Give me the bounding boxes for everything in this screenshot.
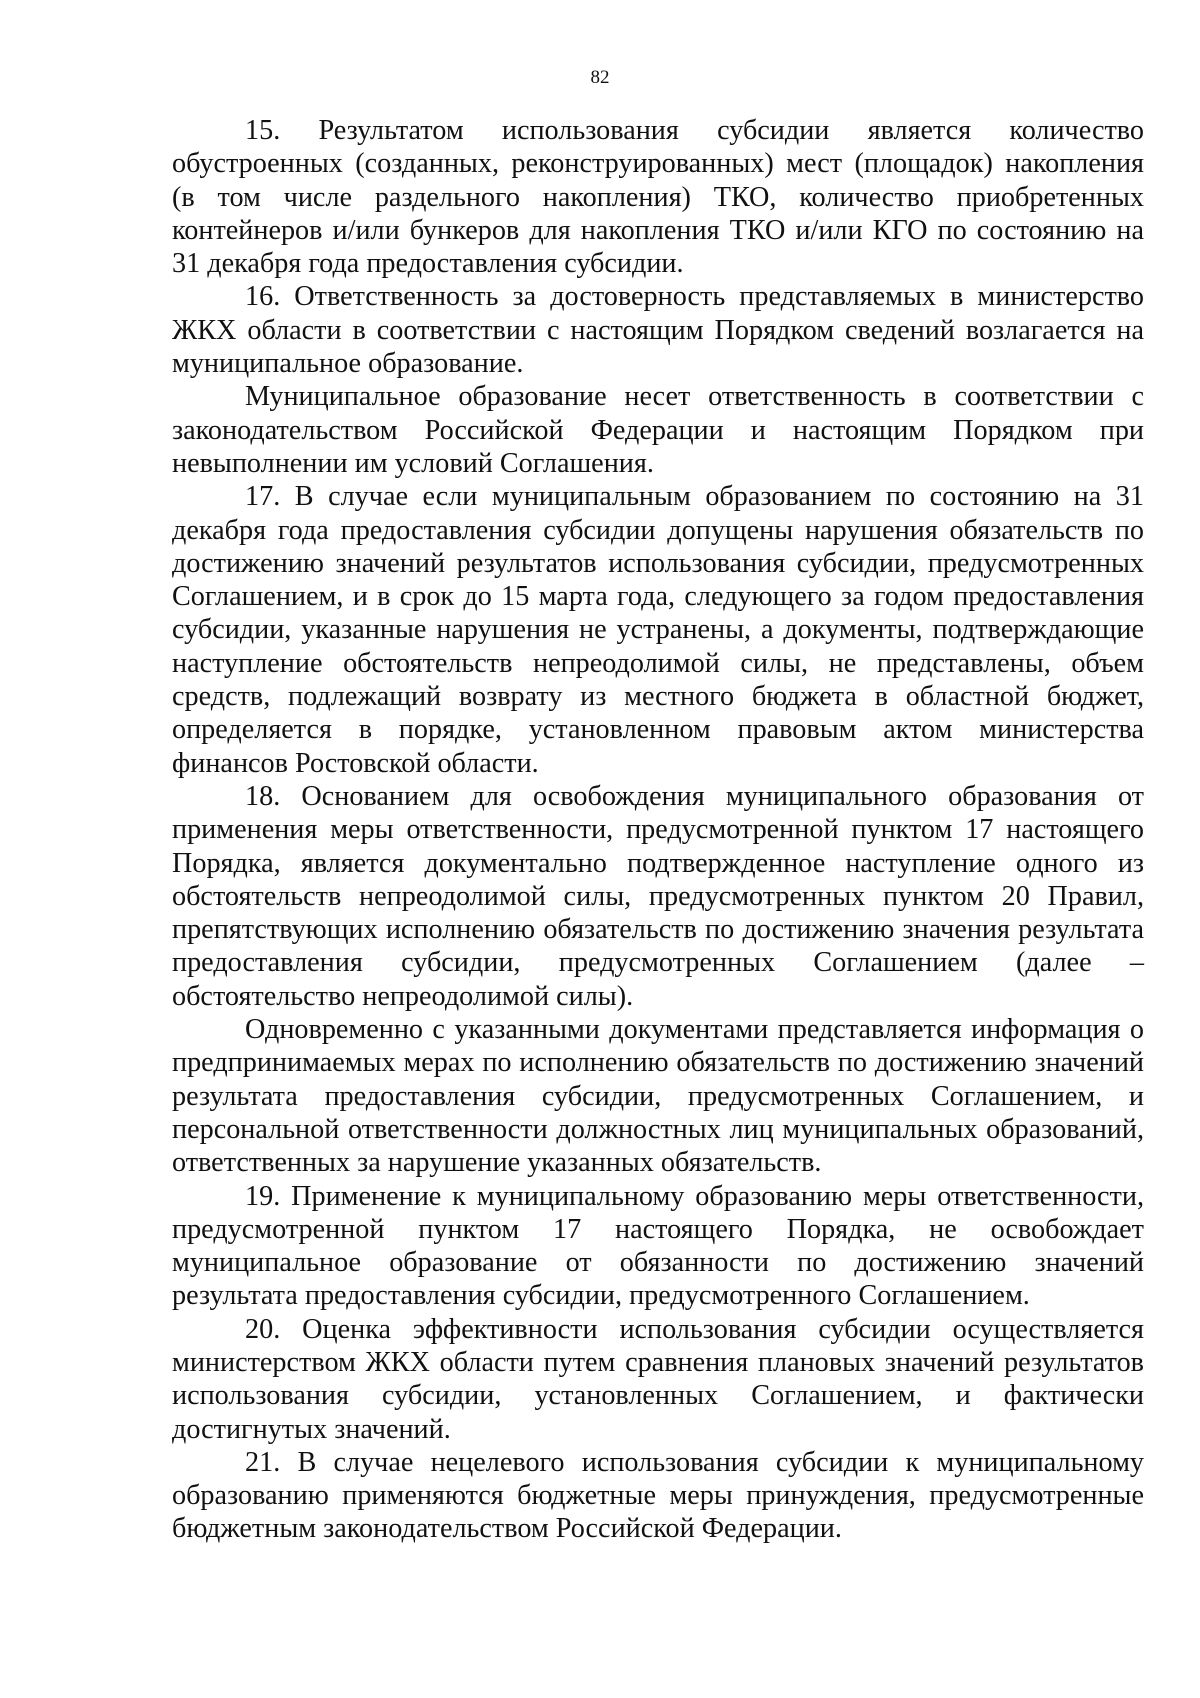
paragraph-21: 21. В случае нецелевого использования субсидии к муниципальному образованию применяются бюджетные меры принуждения, предусмотренные бюджетным законодательством Российской Федерации. xyxy=(172,1446,1144,1545)
paragraph-18-information: Одновременно с указанными документами представляется информация о предпринимаемых мерах по исполнению обязательств по достижению значений результата предоставления субсидии, предусмотренных Соглашением, и персональной ответственности должностных лиц муниципальных образований, ответственных за нарушение указанных обязательств. xyxy=(172,1014,1144,1179)
paragraph-19: 19. Применение к муниципальному образованию меры ответственности, предусмотренной пунктом 17 настоящего Порядка, не освобождает муниципальное образование от обязанности по достижению значений результата предоставления субсидии, предусмотренного Соглашением. xyxy=(172,1180,1144,1312)
page-number: 82 xyxy=(590,67,610,88)
paragraph-16: 16. Ответственность за достоверность представляемых в министерство ЖКХ области в соответствии с настоящим Порядком сведений возлагается на муниципальное образование. xyxy=(172,281,1144,380)
document-body xyxy=(172,114,1144,1546)
paragraph-18: 18. Основанием для освобождения муниципального образования от применения меры ответственности, предусмотренной пунктом 17 настоящего Порядка, является документально подтвержденное наступление одного из обстоятельств непреодолимой силы, предусмотренных пунктом 20 Правил, препятствующих исполнению обязательств по достижению значения результата предоставления субсидии, предусмотренных Соглашением (далее – обстоятельство непреодолимой силы). xyxy=(172,780,1144,1012)
paragraph-16-responsibility: Муниципальное образование несет ответственность в соответствии с законодательством Российской Федерации и настоящим Порядком при невыполнении им условий Соглашения. xyxy=(172,381,1144,479)
paragraph-20: 20. Оценка эффективности использования субсидии осуществляется министерством ЖКХ области путем сравнения плановых значений результатов использования субсидии, установленных Соглашением, и фактически достигнутых значений. xyxy=(172,1313,1144,1445)
paragraph-15: 15. Результатом использования субсидии является количество обустроенных (созданных, реконструированных) мест (площадок) накопления (в том числе раздельного накопления) ТКО, количество приобретенных контейнеров и/или бункеров для накопления ТКО и/или КГО по состоянию на 31 декабря года предоставления субсидии. xyxy=(172,115,1144,280)
paragraph-17: 17. В случае если муниципальным образованием по состоянию на 31 декабря года предоставления субсидии допущены нарушения обязательств по достижению значений результатов использования субсидии, предусмотренных Соглашением, и в срок до 15 марта года, следующего за годом предоставления субсидии, указанные нарушения не устранены, а документы, подтверждающие наступление обстоятельств непреодолимой силы, не представлены, объем средств, подлежащий возврату из местного бюджета в областной бюджет, определяется в порядке, установленном правовым актом министерства финансов Ростовской области. xyxy=(172,481,1144,779)
